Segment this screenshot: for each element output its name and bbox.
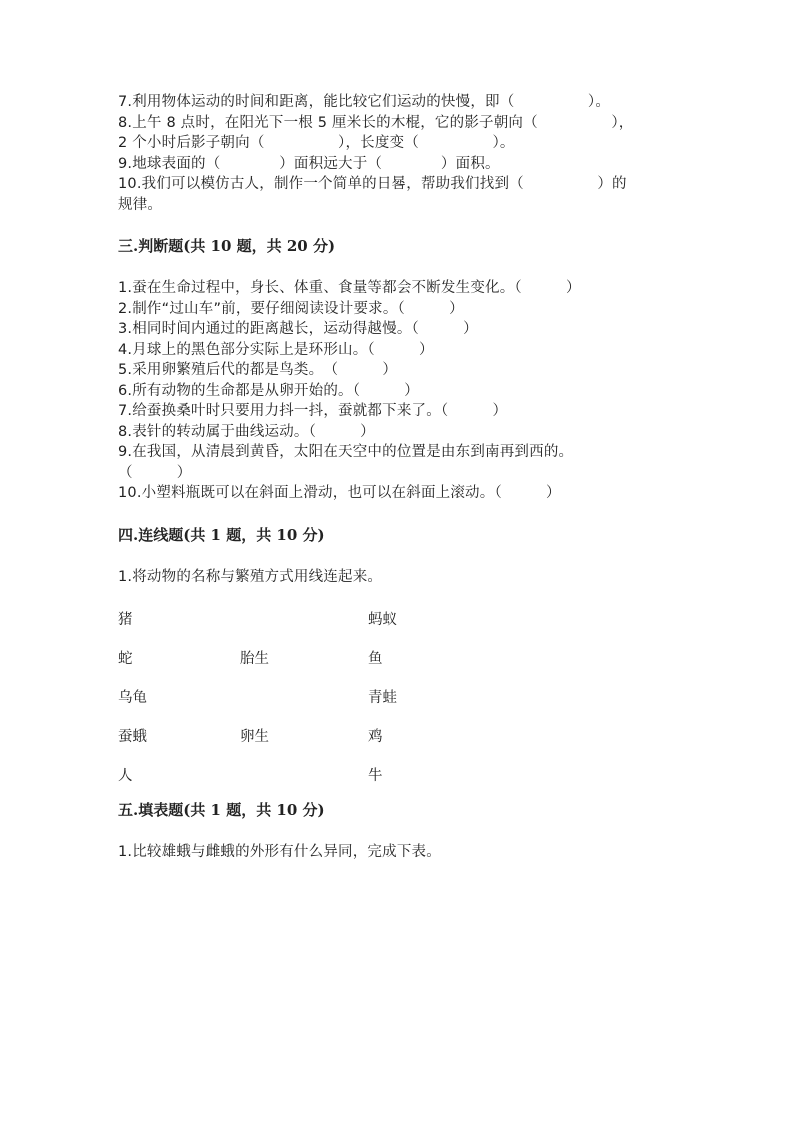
animal-left-3: 乌龟 xyxy=(118,690,147,706)
animal-right-1: 蚂蚁 xyxy=(368,612,397,628)
judge-question-6: 6.所有动物的生命都是从卵开始的。（ ） xyxy=(118,382,419,399)
judge-question-7: 7.给蚕换桑叶时只要用力抖一抖，蚕就都下来了。（ ） xyxy=(118,403,508,419)
animal-left-2: 蛇 xyxy=(118,651,133,667)
fill-question-10-continued: 规律。 xyxy=(118,196,163,213)
fill-question-8: 8.上午 8 点时，在阳光下一根 5 厘米长的木棍，它的影子朝向（ ）， xyxy=(118,114,634,131)
judge-question-2: 2.制作“过山车”前，要仔细阅读设计要求。（ ） xyxy=(118,300,464,317)
fill-question-9: 9.地球表面的（ ）面积远大于（ ）面积。 xyxy=(118,155,500,172)
fill-question-8-continued: 2 个小时后影子朝向（ ），长度变（ ）。 xyxy=(118,135,515,151)
animal-right-5: 牛 xyxy=(368,768,383,784)
animal-left-4: 蚕蛾 xyxy=(118,729,147,745)
reproduction-oviparous: 卵生 xyxy=(240,729,269,745)
judge-question-4: 4.月球上的黑色部分实际上是环形山。（ ） xyxy=(118,341,434,358)
judge-question-9-answer: （ ） xyxy=(118,464,192,481)
animal-right-3: 青蛙 xyxy=(368,690,397,706)
fill-question-10: 10.我们可以模仿古人，制作一个简单的日晷，帮助我们找到（ ）的 xyxy=(118,176,627,192)
animal-left-1: 猪 xyxy=(118,612,133,628)
matching-question: 1.将动物的名称与繁殖方式用线连起来。 xyxy=(118,568,383,585)
judge-question-1: 1.蚕在生命过程中，身长、体重、食量等都会不断发生变化。（ ） xyxy=(118,280,581,296)
animal-right-2: 鱼 xyxy=(368,651,383,667)
judge-question-9: 9.在我国，从清晨到黄昏，太阳在天空中的位置是由东到南再到西的。 xyxy=(118,444,574,460)
section-title-table: 五.填表题(共 1 题，共 10 分) xyxy=(118,801,325,819)
judge-list xyxy=(118,278,678,504)
table-question: 1.比较雄蛾与雌蛾的外形有什么异同，完成下表。 xyxy=(118,844,441,860)
animal-right-4: 鸡 xyxy=(368,729,383,745)
fill-in-continued xyxy=(118,92,678,215)
section-title-judge: 三.判断题(共 10 题，共 20 分) xyxy=(118,237,336,255)
exam-page xyxy=(118,92,678,863)
judge-question-8: 8.表针的转动属于曲线运动。（ ） xyxy=(118,423,375,440)
animal-left-5: 人 xyxy=(118,768,133,784)
reproduction-viviparous: 胎生 xyxy=(240,651,269,667)
section-title-matching: 四.连线题(共 1 题，共 10 分) xyxy=(118,525,325,544)
matching-area xyxy=(118,605,678,800)
judge-question-5: 5.采用卵繁殖后代的都是鸟类。 （ ） xyxy=(118,362,398,378)
judge-question-3: 3.相同时间内通过的距离越长，运动得越慢。（ ） xyxy=(118,321,478,337)
fill-question-7: 7.利用物体运动的时间和距离，能比较它们运动的快慢，即（ ）。 xyxy=(118,94,611,110)
judge-question-10: 10.小塑料瓶既可以在斜面上滑动，也可以在斜面上滚动。（ ） xyxy=(118,485,561,501)
